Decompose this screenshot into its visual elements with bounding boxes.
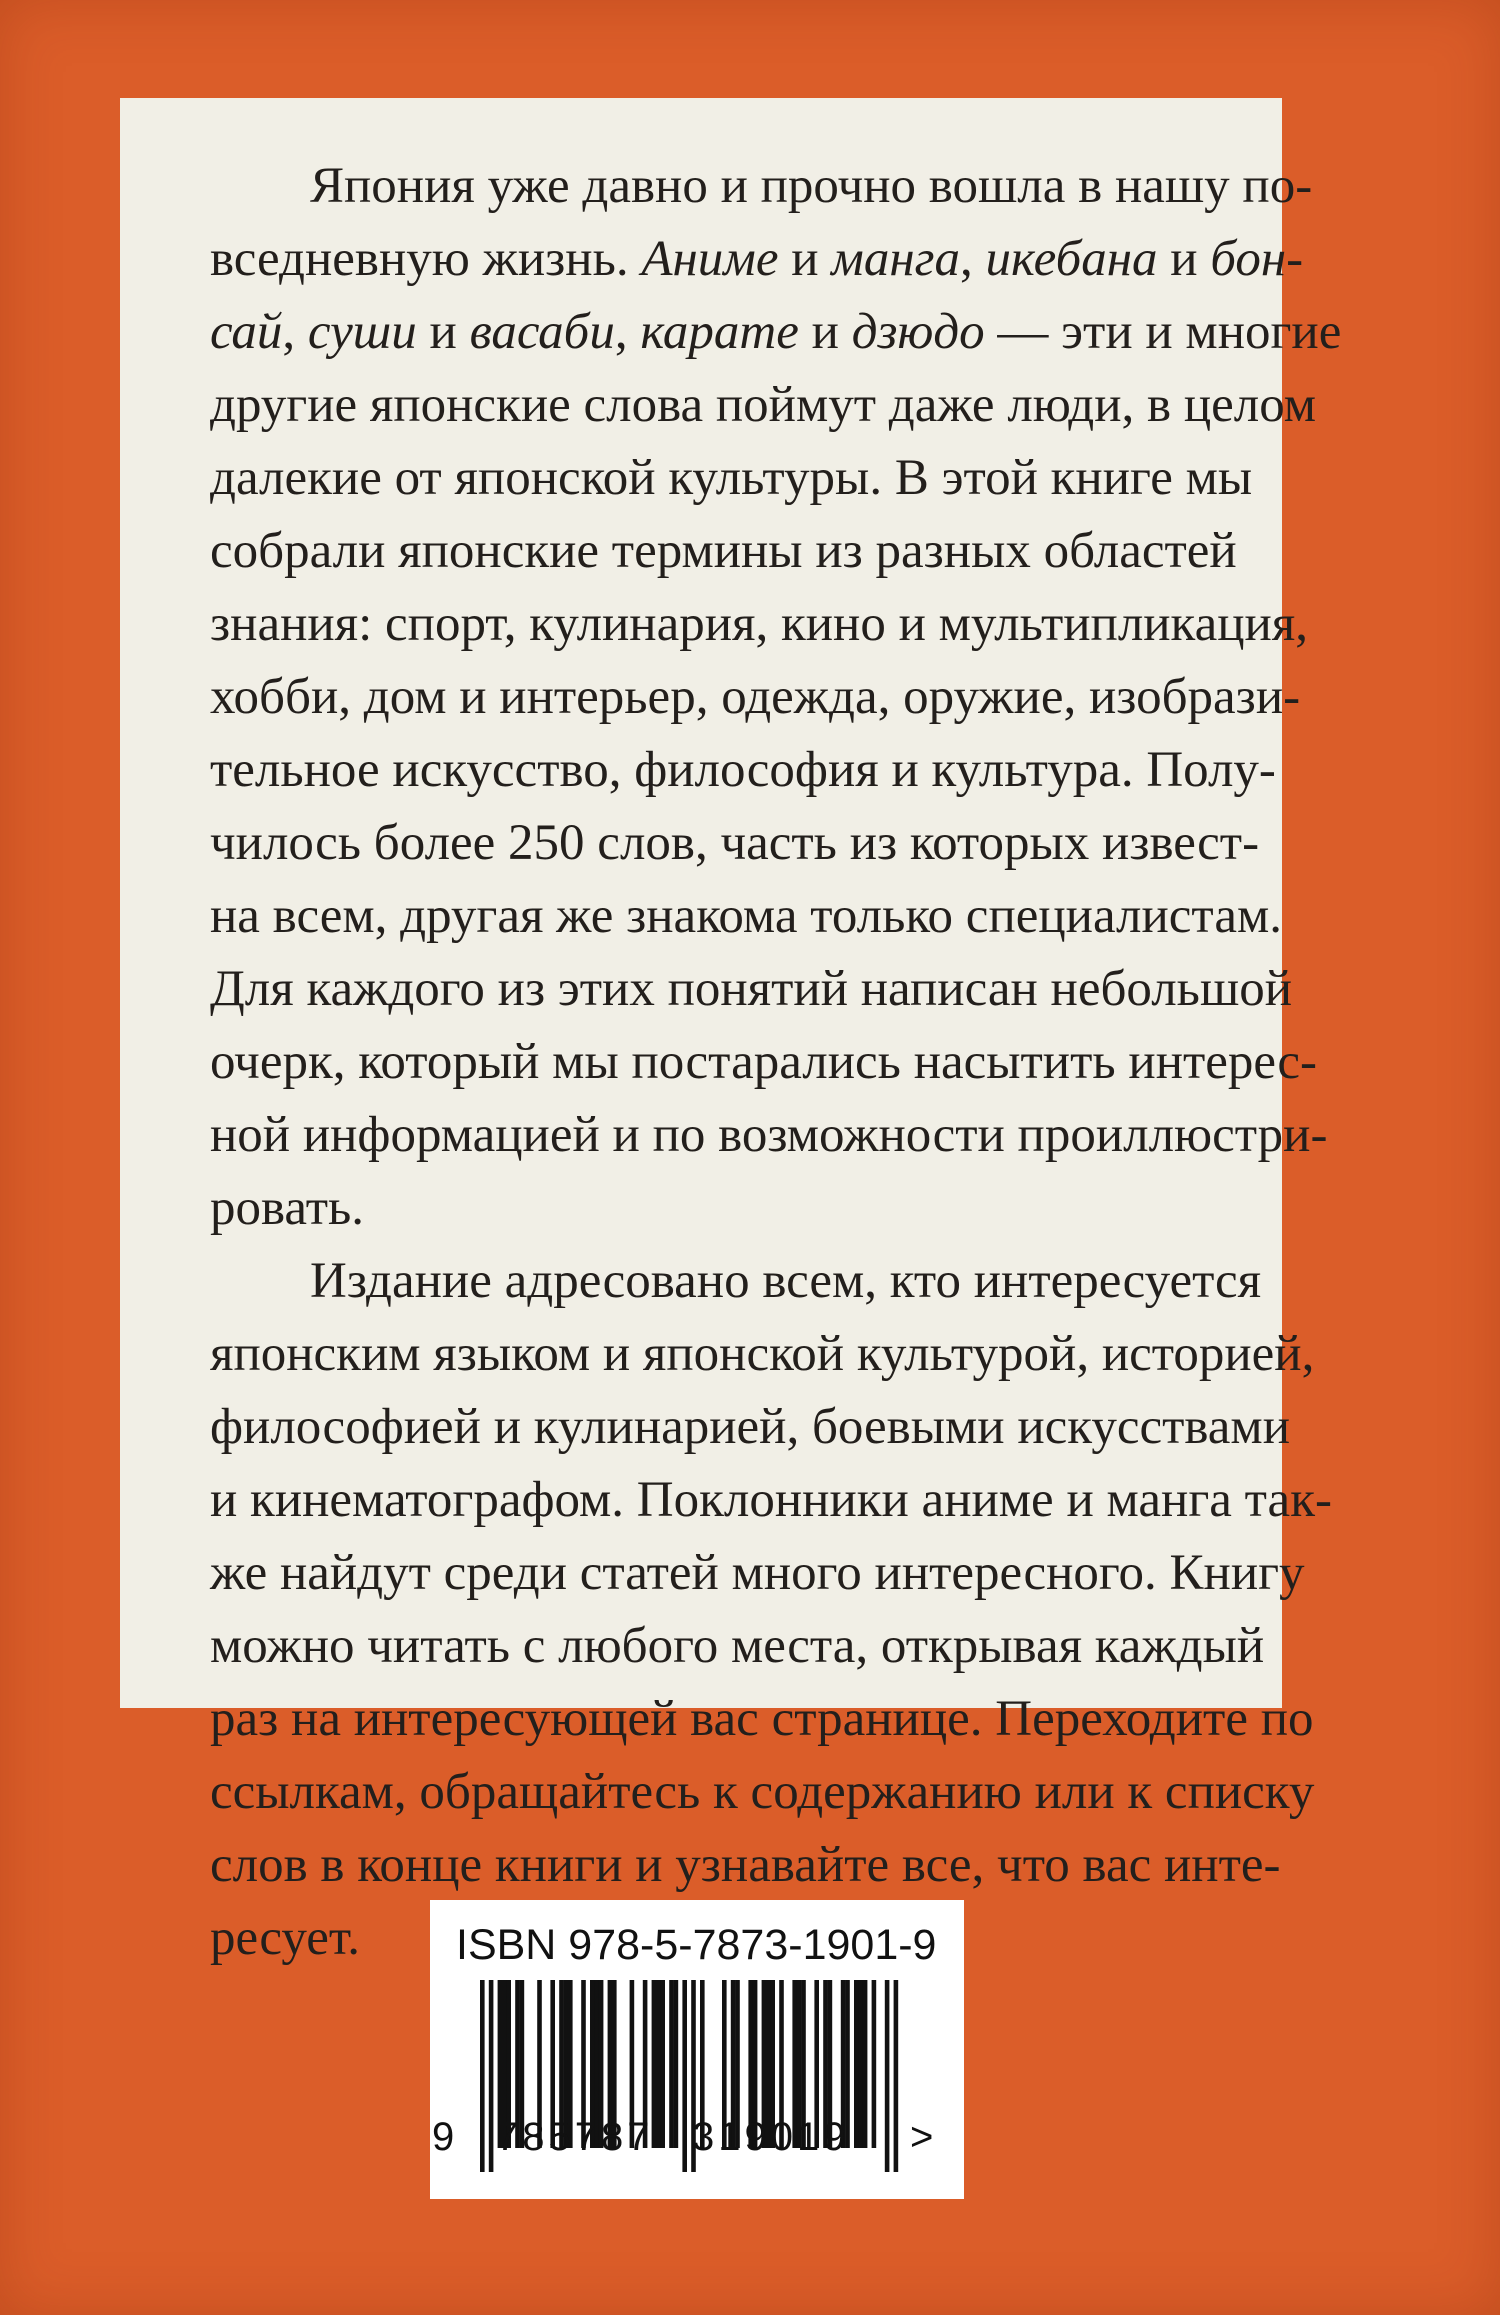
text-run: ресует. <box>210 1910 361 1966</box>
text-line <box>210 1172 1226 1245</box>
text-line <box>210 442 1253 515</box>
text-run: Япония уже давно и прочно вошла в нашу по- <box>310 158 1313 214</box>
text-run: , <box>960 231 986 287</box>
italic-term: манга <box>831 231 961 287</box>
text-line <box>210 1464 1332 1537</box>
text-run: ной информацией и по возможности проиллюстри- <box>210 1107 1328 1163</box>
italic-term: дзюдо <box>851 304 985 360</box>
text-run: и <box>798 304 852 360</box>
text-line <box>210 807 1260 880</box>
barcode-bar <box>669 1980 674 2148</box>
text-line <box>210 734 1276 807</box>
italic-term: икебана <box>985 231 1158 287</box>
text-run: и кинематографом. Поклонники аниме и манга так- <box>210 1472 1332 1528</box>
italic-term: бон- <box>1210 231 1304 287</box>
barcode-bar <box>660 1980 665 2148</box>
text-run: же найдут среди статей много интересного. Книгу <box>210 1545 1305 1601</box>
barcode-first-digit: 9 <box>432 2115 455 2159</box>
text-line <box>210 223 1304 296</box>
text-line <box>210 588 1308 661</box>
text-run: , <box>282 304 308 360</box>
barcode-bar <box>656 1980 661 2148</box>
barcode-end-marker: > <box>910 2115 934 2159</box>
text-line <box>210 1318 1315 1391</box>
isbn-block <box>430 1900 964 2199</box>
text-run: и <box>416 304 470 360</box>
text-line <box>210 296 1342 369</box>
text-run: философией и кулинарией, боевыми искусствами <box>210 1399 1290 1455</box>
text-run: собрали японские термины из разных областей <box>210 523 1237 579</box>
text-run: Для каждого из этих понятий написан небольшой <box>210 961 1293 1017</box>
text-run: раз на интересующей вас странице. Переходите по <box>210 1691 1314 1747</box>
barcode-guard-bar <box>682 1980 687 2172</box>
text-run: ссылкам, обращайтесь к содержанию или к списку <box>210 1764 1315 1820</box>
description-paragraph-1 <box>210 150 1342 1245</box>
text-line <box>210 1829 1281 1902</box>
barcode-bar <box>858 1980 863 2148</box>
text-line <box>210 880 1282 953</box>
barcode-bar <box>872 1980 877 2148</box>
text-line <box>210 1026 1317 1099</box>
barcode-guard-bar <box>894 1980 899 2172</box>
text-run: другие японские слова поймут даже люди, в целом <box>210 377 1317 433</box>
text-run: слов в конце книги и узнавайте все, что вас инте- <box>210 1837 1281 1893</box>
text-line <box>210 1245 1262 1318</box>
text-run: очерк, который мы постарались насытить интерес- <box>210 1034 1317 1090</box>
barcode-bar <box>863 1980 868 2148</box>
text-line <box>210 369 1317 442</box>
text-run: и <box>1157 231 1211 287</box>
text-line <box>210 661 1301 734</box>
barcode-left-group: 785787 <box>496 2115 654 2159</box>
barcode-guard-bar <box>480 1980 485 2172</box>
text-run: можно читать с любого места, открывая каждый <box>210 1618 1265 1674</box>
barcode-guard-bar <box>489 1980 494 2172</box>
text-run: чилось более 250 слов, часть из которых извест- <box>210 815 1260 871</box>
text-run: на всем, другая же знакома только специалистам. <box>210 888 1282 944</box>
text-run: и <box>778 231 832 287</box>
italic-term: сай <box>210 304 283 360</box>
text-run: хобби, дом и интерьер, одежда, оружие, изобрази- <box>210 669 1301 725</box>
isbn-number: ISBN 978-5-7873-1901-9 <box>456 1921 937 1969</box>
text-line <box>210 515 1237 588</box>
text-run: — эти и многие <box>984 304 1342 360</box>
text-line <box>210 1391 1290 1464</box>
barcode-right-group: 319019 <box>692 2115 850 2159</box>
italic-term: суши <box>307 304 417 360</box>
italic-term: карате <box>640 304 799 360</box>
text-run: знания: спорт, кулинария, кино и мультипликация, <box>210 596 1308 652</box>
text-run: тельное искусство, философия и культура. Полу- <box>210 742 1276 798</box>
text-run: Издание адресовано всем, кто интересуется <box>310 1253 1262 1309</box>
text-line <box>210 150 1313 223</box>
text-line <box>210 1756 1315 1829</box>
text-run: далекие от японской культуры. В этой книге мы <box>210 450 1253 506</box>
text-run: ровать. <box>210 1180 365 1236</box>
italic-term: Аниме <box>641 231 779 287</box>
italic-term: васаби <box>469 304 615 360</box>
text-line <box>210 1099 1328 1172</box>
text-line <box>210 1683 1314 1756</box>
barcode-guard-bar <box>885 1980 890 2172</box>
text-line <box>210 1610 1265 1683</box>
barcode-bar <box>854 1980 859 2148</box>
text-run: вседневную жизнь. <box>210 231 642 287</box>
text-run: японским языком и японской культурой, историей, <box>210 1326 1315 1382</box>
text-line <box>210 1537 1305 1610</box>
description-paragraph-2 <box>210 1245 1332 1975</box>
text-run: , <box>614 304 641 360</box>
text-line <box>210 953 1293 1026</box>
barcode-bar <box>674 1980 679 2148</box>
